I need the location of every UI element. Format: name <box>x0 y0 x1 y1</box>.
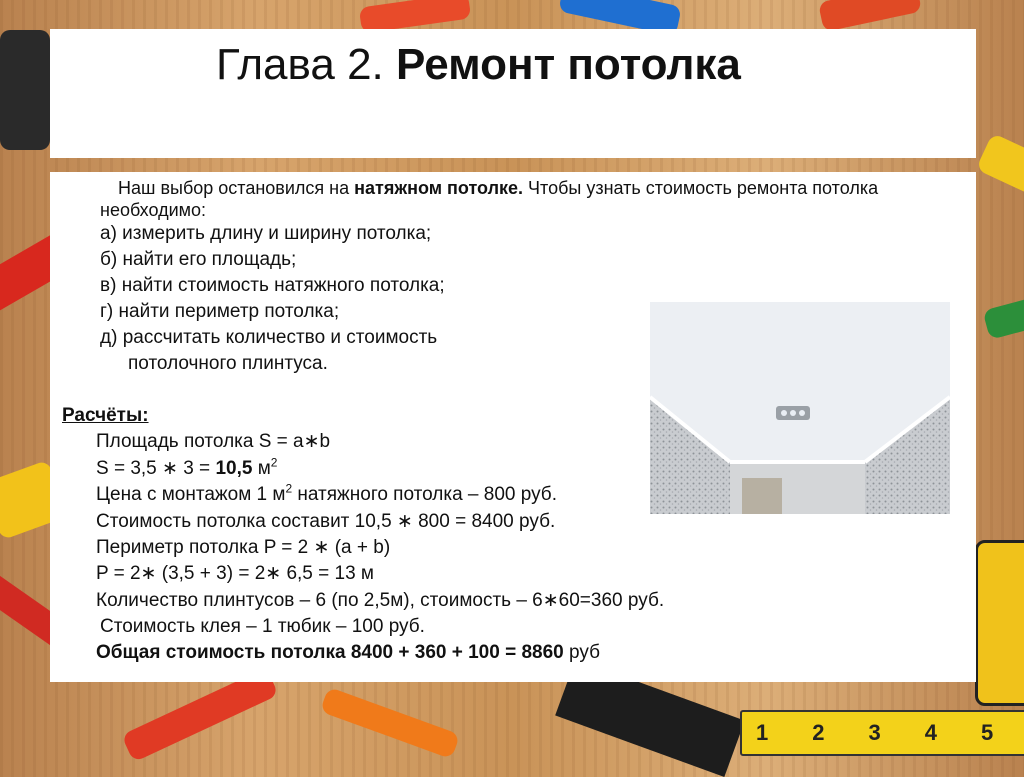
calc-baseboards: Количество плинтусов – 6 (по 2,5м), стоимость – 6∗60=360 руб. <box>96 590 665 611</box>
calculations-heading: Расчёты: <box>62 405 149 426</box>
ceiling-photo <box>650 302 950 514</box>
calc-total <box>96 641 600 665</box>
calc-ceiling-cost: Стоимость потолка составит 10,5 ∗ 800 = 8400 руб. <box>96 511 556 532</box>
multimeter-decoration <box>975 540 1024 706</box>
area-calc-value: 10,5 <box>215 458 253 479</box>
price-suffix: натяжного потолка – 800 руб. <box>292 484 557 505</box>
drill-decoration <box>0 30 50 150</box>
screwdriver-handle-decoration <box>976 133 1024 207</box>
tape-number: 1 <box>756 720 769 745</box>
step-item-continuation: потолочного плинтуса. <box>128 353 328 374</box>
cutter-handle-decoration <box>982 290 1024 340</box>
step-item: а) измерить длину и ширину потолка; <box>100 223 432 244</box>
area-calc-unit: м <box>252 458 271 479</box>
total-unit: руб <box>563 642 600 663</box>
step-item: б) найти его площадь; <box>100 249 297 270</box>
measuring-tape-decoration <box>740 710 1024 756</box>
step-item: д) рассчитать количество и стоимость <box>100 327 438 348</box>
price-unit-exponent: 2 <box>285 481 293 496</box>
tape-number: 2 <box>812 720 825 745</box>
intro-paragraph <box>100 177 960 221</box>
tape-number: 5 <box>981 720 994 745</box>
tape-number: 4 <box>924 720 937 745</box>
pliers-handle-decoration <box>818 0 922 32</box>
title-prefix: Глава 2. <box>216 40 384 89</box>
intro-text-after: Чтобы узнать стоимость ремонта потолка необходимо: <box>100 178 879 220</box>
slide-title <box>216 40 741 90</box>
step-item: в) найти стоимость натяжного потолка; <box>100 275 445 296</box>
intro-text-bold: натяжном потолке. <box>354 178 524 198</box>
price-prefix: Цена с монтажом 1 м <box>96 484 286 505</box>
calc-perimeter-formula: Периметр потолка P = 2 ∗ (a + b) <box>96 537 391 558</box>
total-bold: Общая стоимость потолка 8400 + 360 + 100 = 8860 <box>96 642 564 663</box>
calc-price <box>96 483 557 507</box>
intro-text-before: Наш выбор остановился на <box>118 178 355 198</box>
pliers-handle-decoration <box>320 687 460 759</box>
area-unit-exponent: 2 <box>270 455 278 470</box>
calc-area-formula: Площадь потолка S = a∗b <box>96 431 331 452</box>
title-bold: Ремонт потолка <box>396 40 741 89</box>
calc-glue: Стоимость клея – 1 тюбик – 100 руб. <box>100 616 425 637</box>
calc-perimeter-value: P = 2∗ (3,5 + 3) = 2∗ 6,5 = 13 м <box>96 563 374 584</box>
tape-number: 3 <box>868 720 881 745</box>
step-item: г) найти периметр потолка; <box>100 301 340 322</box>
calc-area-value <box>96 457 277 481</box>
area-calc-prefix: S = 3,5 ∗ 3 = <box>96 458 216 479</box>
